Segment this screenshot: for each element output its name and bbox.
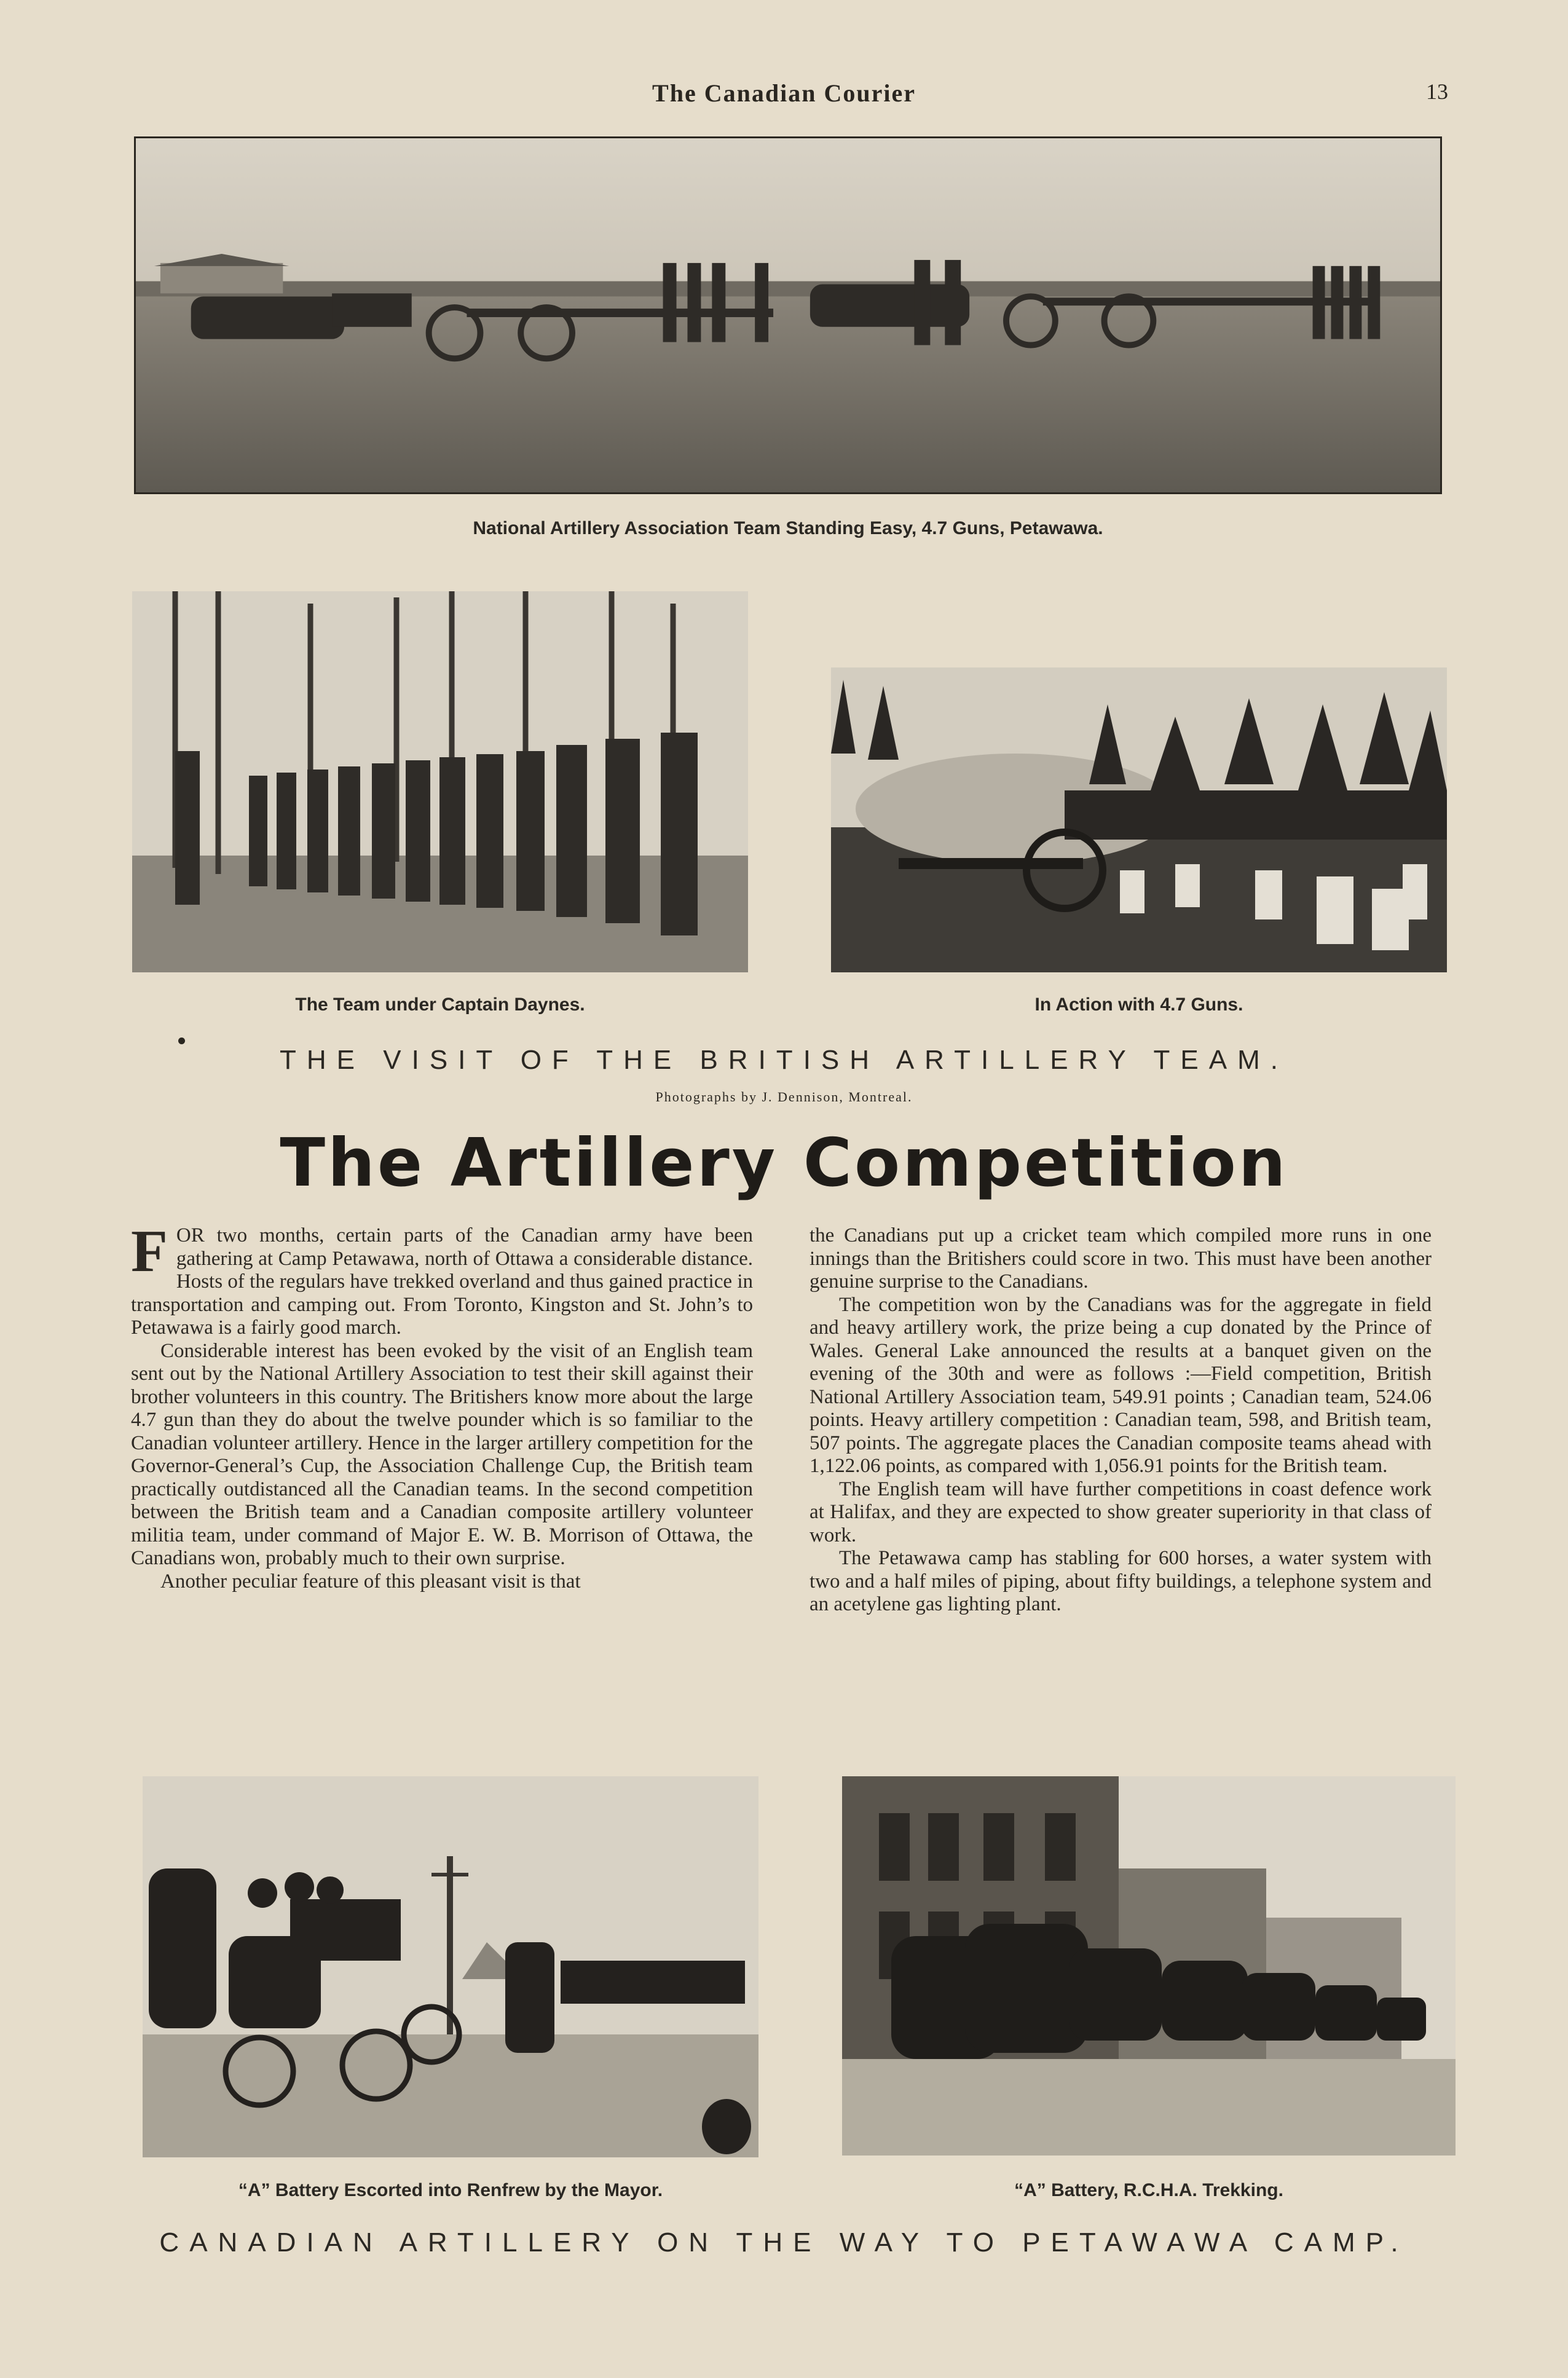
photo-team-under-captain xyxy=(132,591,748,972)
article-paragraph: the Canadians put up a cricket team which compiled more runs in one innings than the Britishers could score in two. This must have been another genuine surprise to the Canadians. xyxy=(810,1224,1432,1293)
caption-bottom-right-photo: “A” Battery, R.C.H.A. Trekking. xyxy=(1014,2180,1283,2200)
photo-artillery-team-standing xyxy=(134,136,1442,494)
photo-in-action-guns xyxy=(831,667,1447,972)
running-head: The Canadian Courier xyxy=(652,79,916,107)
photo-battery-trekking xyxy=(842,1776,1456,2156)
article-column-2 xyxy=(810,1224,1432,1616)
caption-mid-left-photo: The Team under Captain Daynes. xyxy=(295,994,585,1015)
article-paragraph: Considerable interest has been evoked by the visit of an English team sent out by the National Artillery Association to test their skill against their brother volunteers in this country. The Britishers know more about the large 4.7 gun than they do about the twelve pounder which is so familiar to the Canadian volunteer artillery. Hence in the larger artillery competition for the Governor-General’s Cup, the Association Challenge Cup, the British team practically outdistanced all the Canadian teams. In the second competition between the British team and a Canadian composite artillery volunteer militia team, under command of Major E. W. B. Morrison of Ottawa, the Canadians won, probably much to their own surprise. xyxy=(131,1339,753,1569)
banner-canadian-artillery: CANADIAN ARTILLERY ON THE WAY TO PETAWAWA CAMP. xyxy=(159,2227,1409,2258)
article-paragraph: FOR two months, certain parts of the Canadian army have been gathering at Camp Petawawa, north of Ottawa a considerable distance. Hosts of the regulars have trekked overland and thus gained practice in transportation and camping out. From Toronto, Kingston and St. John’s to Petawawa is a fairly good march. xyxy=(131,1218,753,1339)
article-column-1 xyxy=(131,1218,753,1593)
article-headline: The Artillery Competition xyxy=(280,1125,1288,1202)
article-paragraph: The Petawawa camp has stabling for 600 horses, a water system with two and a half miles of piping, about fifty buildings, a telephone system and an acetylene gas lighting plant. xyxy=(810,1547,1432,1615)
banner-british-artillery-team: THE VISIT OF THE BRITISH ARTILLERY TEAM. xyxy=(280,1045,1288,1075)
article-paragraph: Another peculiar feature of this pleasant visit is that xyxy=(160,1570,581,1593)
caption-top-photo: National Artillery Association Team Standing Easy, 4.7 Guns, Petawawa. xyxy=(473,518,1103,538)
photo-credit: Photographs by J. Dennison, Montreal. xyxy=(655,1089,913,1104)
caption-mid-right-photo: In Action with 4.7 Guns. xyxy=(1034,994,1243,1015)
caption-bottom-left-photo: “A” Battery Escorted into Renfrew by the Mayor. xyxy=(238,2180,663,2200)
article-paragraph: The competition won by the Canadians was for the aggregate in field and heavy artillery work, the prize being a cup donated by the Prince of Wales. General Lake announced the results at a banquet given on the evening of the 30th and were as follows :—Field competition, British National Artillery Association team, 549.91 points ; Canadian team, 524.06 points. Heavy artillery competition : Canadian team, 598, and British team, 507 points. The aggregate places the Canadian composite teams ahead with 1,122.06 points, as compared with 1,056.91 points for the British team. xyxy=(810,1293,1432,1477)
article-paragraph: The English team will have further competitions in coast defence work at Halifax, and they are expected to show greater superiority in that class of work. xyxy=(810,1478,1432,1546)
ink-dot xyxy=(178,1037,185,1044)
photo-battery-escorted-renfrew xyxy=(143,1776,758,2157)
drop-cap: F xyxy=(131,1218,168,1285)
page-number: 13 xyxy=(1426,79,1448,104)
